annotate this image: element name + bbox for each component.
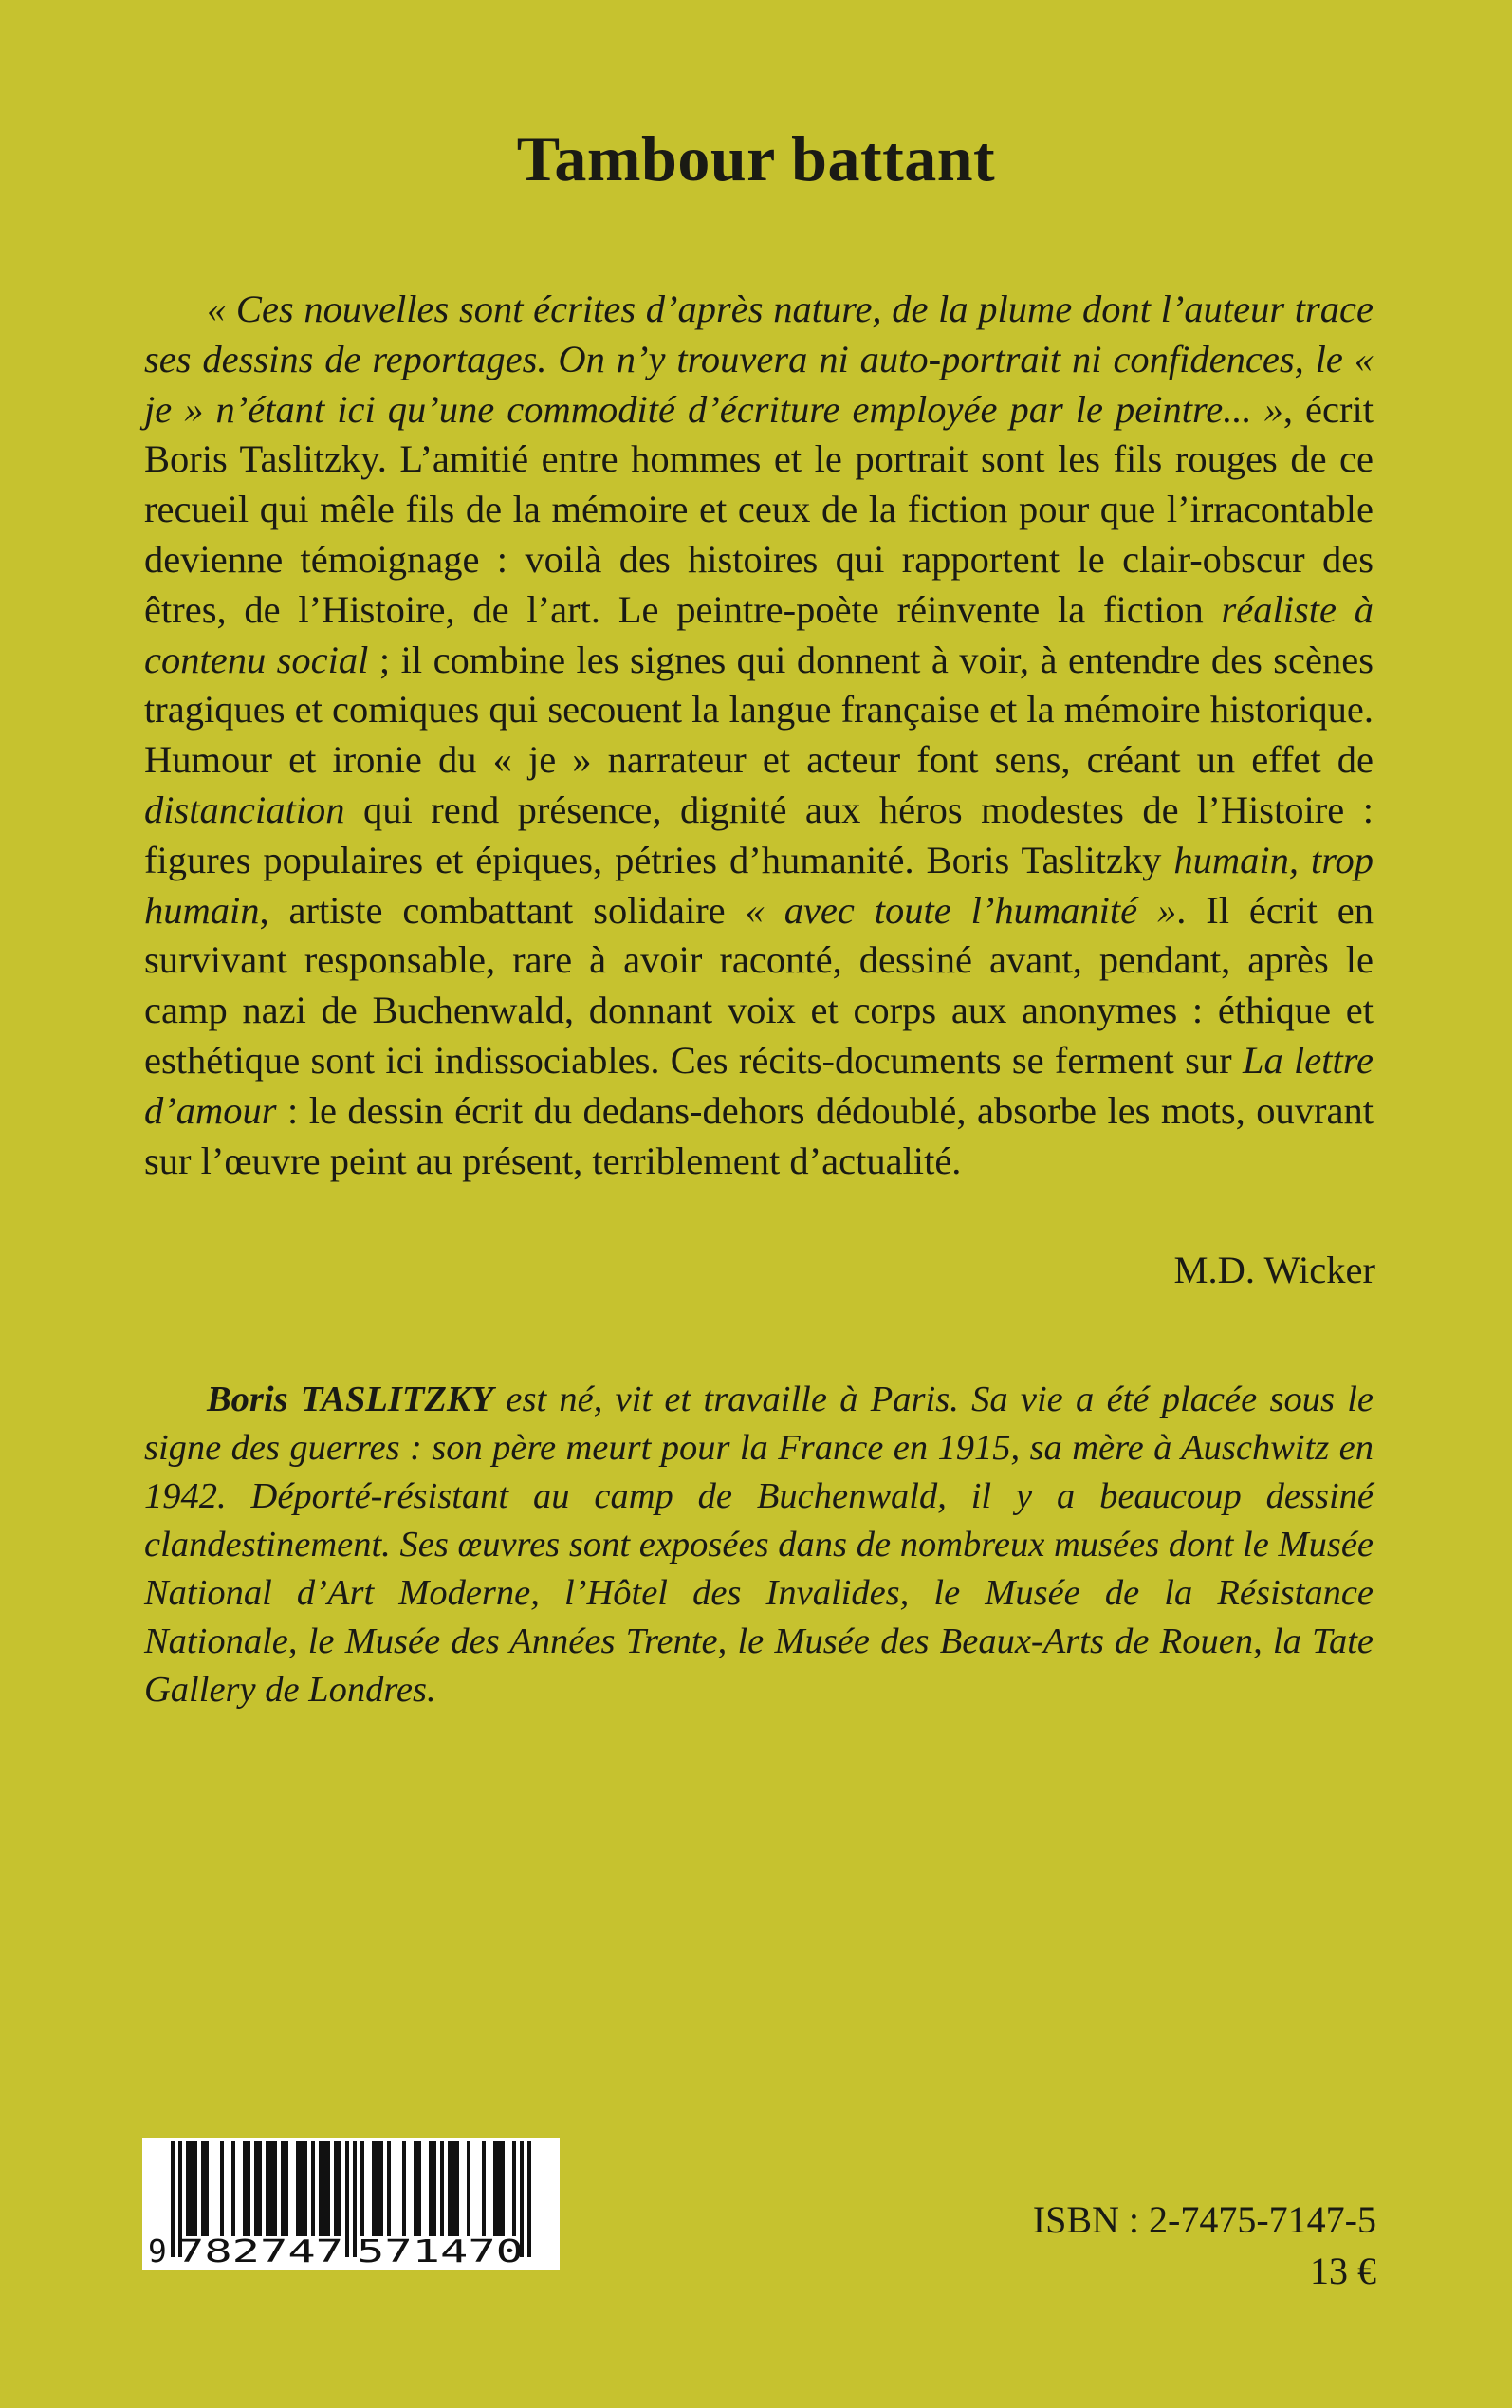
blurb-text-1: , écrit Boris Taslitzky. L’amitié entre hommes et le portrait sont les fils rouges de ce recueil qui mêle fils de la mémoire et ceux de la fiction pour que l’irracontable devienne témoignage : voilà des histoires qui rapportent le clair-obscur des êtres, de l’Histoire, de l’art. Le peintre-poète réinvente la fiction	[144, 387, 1374, 631]
barcode-bar	[323, 2141, 326, 2236]
blurb-text-5: . Il écrit en survivant responsable, rare à avoir raconté, dessiné avant, pendant, après le camp nazi de Buchenwald, donnant voix et corps aux anonymes : éthique et esthétique sont ici indissociables. Ces récits-documents se ferment sur	[144, 888, 1374, 1082]
barcode-bar	[360, 2141, 364, 2236]
barcode-first-digit: 9	[148, 2232, 167, 2269]
barcode-left-digits: 782747	[176, 2232, 343, 2269]
blurb-italic-1: réaliste à contenu social	[144, 587, 1374, 681]
author-name: Boris TASLITZKY	[207, 1380, 494, 1419]
barcode-bar	[201, 2141, 205, 2236]
blurb-text-2: ; il combine les signes qui donnent à voir, à entendre des scènes tragiques et comiques qui secouent la langue française et la mémoire historique. Humour et ironie du « je » narrateur et acteur font sens, créant un effet de	[144, 638, 1374, 782]
barcode-bar	[273, 2141, 277, 2236]
barcode-bar	[482, 2141, 486, 2236]
blurb-text-6: : le dessin écrit du dedans-dehors dédoublé, absorbe les mots, ouvrant sur l’œuvre peint au présent, terriblement d’actualité.	[144, 1088, 1374, 1182]
barcode-bar	[376, 2141, 379, 2236]
book-title: Tambour battant	[516, 122, 996, 194]
barcode-bar	[433, 2141, 436, 2236]
barcode-bar	[467, 2141, 470, 2236]
blurb-italic-5: La lettre d’amour	[144, 1038, 1374, 1132]
barcode-bar	[285, 2141, 288, 2236]
barcode-bar	[258, 2141, 262, 2236]
barcode-bar	[429, 2141, 433, 2236]
barcode-bar	[205, 2141, 209, 2236]
barcode-bar	[190, 2141, 194, 2236]
barcode-bar	[186, 2141, 190, 2236]
barcode-bar	[448, 2141, 452, 2236]
blurb-text-4: , artiste combattant solidaire	[259, 888, 746, 932]
author-bio	[144, 1376, 1374, 1714]
blurb-italic-2: distanciation	[144, 787, 345, 831]
barcode-bar	[414, 2141, 417, 2236]
blurb-italic-4: « avec toute l’humanité »	[745, 888, 1177, 932]
barcode-bar	[231, 2141, 235, 2236]
blurb-paragraph	[144, 285, 1374, 1186]
barcode-bar	[296, 2141, 300, 2236]
barcode-bar	[334, 2141, 338, 2236]
barcode-bar	[452, 2141, 455, 2236]
barcode-bar	[501, 2141, 505, 2236]
author-bio-text: est né, vit et travaille à Paris. Sa vie a été placée sous le signe des guerres : son père meurt pour la France en 1915, sa mère à Auschwitz en 1942. Déporté-résistant au camp de Buchenwald, il y a beaucoup dessiné clandestinement. Ses œuvres sont exposées dans de nombreux musées dont le Musée National d’Art Moderne, l’Hôtel des Invalides, le Musée de la Résistance Nationale, le Musée des Années Trente, le Musée des Beaux-Arts de Rouen, la Tate Gallery de Londres.	[144, 1380, 1374, 1710]
barcode-right-digits: 571470	[357, 2232, 524, 2269]
barcode-bar	[319, 2141, 323, 2236]
barcode-bar	[387, 2141, 391, 2236]
barcode-bar	[266, 2141, 269, 2236]
barcode-bar	[311, 2141, 315, 2236]
barcode-bar	[493, 2141, 497, 2236]
barcode-bar	[281, 2141, 285, 2236]
barcode-bar	[497, 2141, 501, 2236]
blurb-text-3: qui rend présence, dignité aux héros modestes de l’Histoire : figures populaires et épiques, pétries d’humanité. Boris Taslitzky	[144, 787, 1374, 881]
blurb-signature: M.D. Wicker	[1173, 1249, 1375, 1291]
barcode-bar	[300, 2141, 304, 2236]
barcode-bar	[304, 2141, 307, 2236]
barcode-bar	[247, 2141, 250, 2236]
barcode-bar	[254, 2141, 258, 2236]
barcode-bar	[220, 2141, 224, 2236]
barcode-graphic	[142, 2138, 560, 2270]
barcode-bar	[440, 2141, 444, 2236]
isbn-number: ISBN : 2-7475-7147-5	[1032, 2198, 1376, 2241]
barcode	[142, 2138, 560, 2270]
blurb-quote: « Ces nouvelles sont écrites d’après nature, de la plume dont l’auteur trace ses dessins de reportages. On n’y trouvera ni auto-portrait ni confidences, le « je » n’étant ici qu’une commodité d’écriture employée par le peintre... »	[144, 287, 1374, 431]
barcode-bar	[243, 2141, 247, 2236]
barcode-bar	[194, 2141, 197, 2236]
barcode-bar	[402, 2141, 406, 2236]
barcode-bar	[338, 2141, 341, 2236]
barcode-bar	[171, 2141, 175, 2257]
barcode-bar	[372, 2141, 376, 2236]
barcode-bar	[512, 2141, 516, 2236]
blurb-italic-3: humain, trop humain	[144, 838, 1374, 932]
barcode-bar	[345, 2141, 349, 2257]
barcode-bar	[269, 2141, 273, 2236]
barcode-bar	[417, 2141, 421, 2236]
barcode-bar	[527, 2141, 531, 2257]
price-label: 13 €	[1310, 2250, 1376, 2292]
barcode-bar	[326, 2141, 330, 2236]
barcode-bar	[379, 2141, 383, 2236]
barcode-bar	[455, 2141, 459, 2236]
